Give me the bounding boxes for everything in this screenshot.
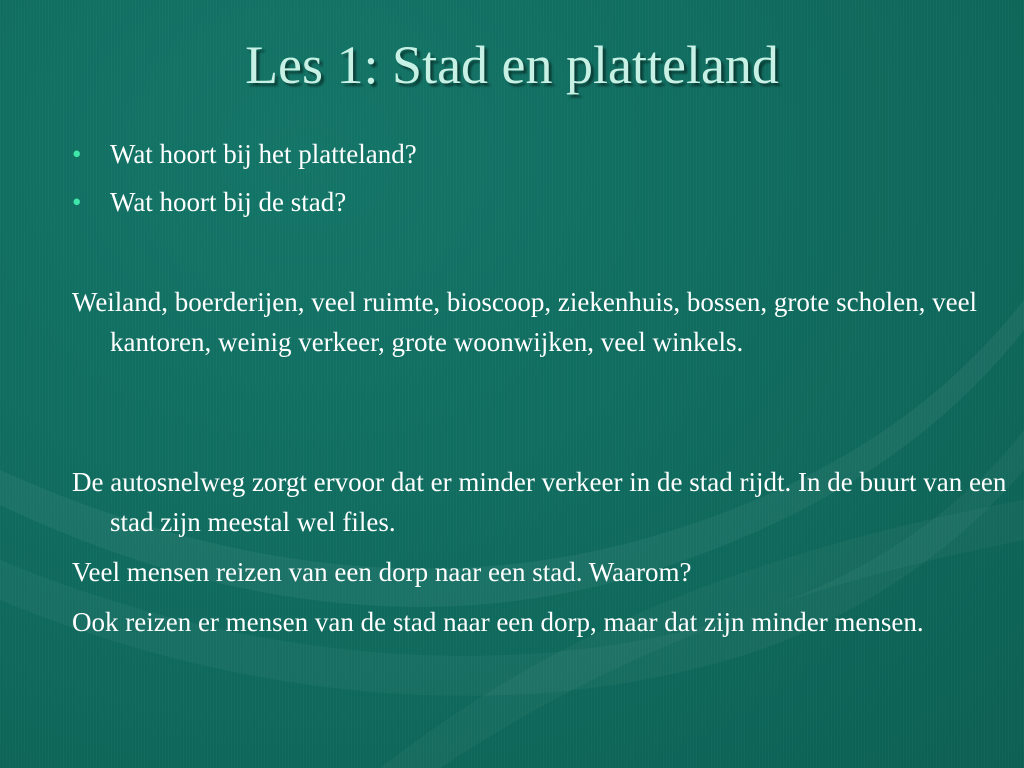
slide-title: Les 1: Stad en platteland: [245, 35, 779, 95]
paragraph-reverse-travel: Ook reizen er mensen van de stad naar een dorp, maar dat zijn minder mensen.: [72, 607, 924, 637]
paragraph-travel-question: Veel mensen reizen van een dorp naar een stad. Waarom?: [72, 557, 692, 587]
bullet-text: Wat hoort bij het platteland?: [110, 139, 417, 169]
bullet-icon: •: [72, 187, 82, 217]
bullet-text: Wat hoort bij de stad?: [110, 187, 347, 217]
paragraph-word-list: Weiland, boerderijen, veel ruimte, bioscoop, ziekenhuis, bossen, grote scholen, veel kantoren, weinig verkeer, grote woonwijken, veel winkels.: [72, 287, 978, 357]
bullet-list: [72, 134, 972, 230]
bullet-icon: •: [72, 139, 82, 169]
paragraph-highway: De autosnelweg zorgt ervoor dat er minder verkeer in de stad rijdt. In de buurt van een stad zijn meestal wel files.: [72, 467, 1007, 537]
bullet-item: [72, 134, 972, 174]
bullet-item: [72, 182, 972, 222]
